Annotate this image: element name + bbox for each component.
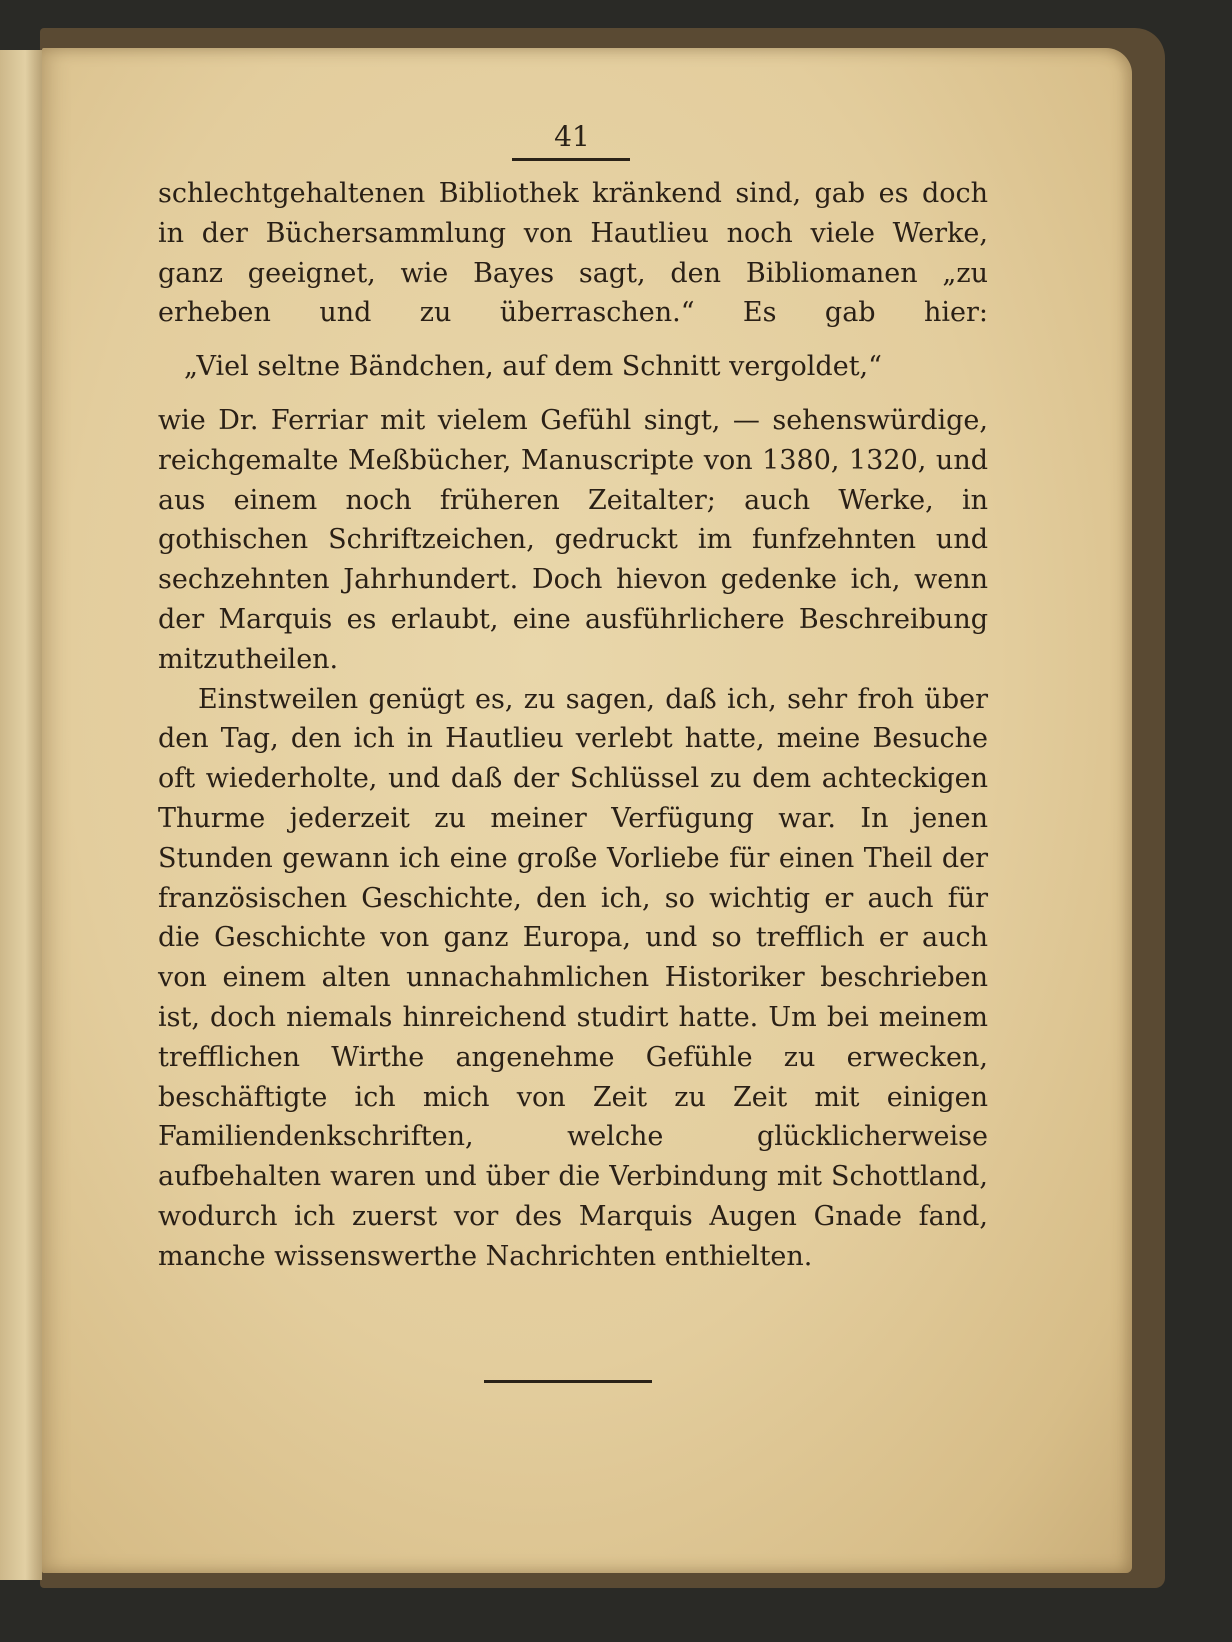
page-body — [158, 174, 988, 1277]
paragraph-2: wie Dr. Ferriar mit vielem Gefühl singt, — sehenswürdige, reichgemalte Meßbücher, Manuscripte von 1380, 1320, und aus einem noch früheren Zeitalter; auch Werke, in gothischen Schriftzeichen, gedruckt im funfzehnten und sechzehnten Jahrhundert. Doch hievon gedenke ich, wenn der Marquis es erlaubt, eine ausführlichere Beschreibung mitzutheilen. — [158, 404, 988, 675]
paragraph-1: schlechtgehaltenen Bibliothek kränkend sind, gab es doch in der Büchersammlung von Hautlieu noch viele Werke, ganz geeignet, wie Bayes sagt, den Bibliomanen „zu erheben und zu überraschen.“ Es gab hier: — [158, 178, 988, 329]
page-number-rule — [512, 158, 630, 161]
end-rule — [484, 1380, 652, 1383]
page-number: 41 — [554, 120, 590, 153]
previous-page-edge — [0, 50, 42, 1580]
verse-quote: „Viel seltne Bändchen, auf dem Schnitt vergoldet,“ — [184, 351, 882, 383]
paragraph-3: Einstweilen genügt es, zu sagen, daß ich, sehr froh über den Tag, den ich in Hautlieu verlebt hatte, meine Besuche oft wiederholte, und daß der Schlüssel zu dem achteckigen Thurme jederzeit zu meiner Verfügung war. In jenen Stunden gewann ich eine große Vorliebe für einen Theil der französischen Geschichte, den ich, so wichtig er auch für die Geschichte von ganz Europa, und so trefflich er auch von einem alten unnachahmlichen Historiker beschrieben ist, doch niemals hinreichend studirt hatte. Um bei meinem trefflichen Wirthe angenehme Gefühle zu erwecken, beschäftigte ich mich von Zeit zu Zeit mit einigen Familiendenkschriften, welche glücklicherweise aufbehalten waren und über die Verbindung mit Schottland, wodurch ich zuerst vor des Marquis Augen Gnade fand, manche wissenswerthe Nachrichten enthielten. — [158, 683, 988, 1272]
